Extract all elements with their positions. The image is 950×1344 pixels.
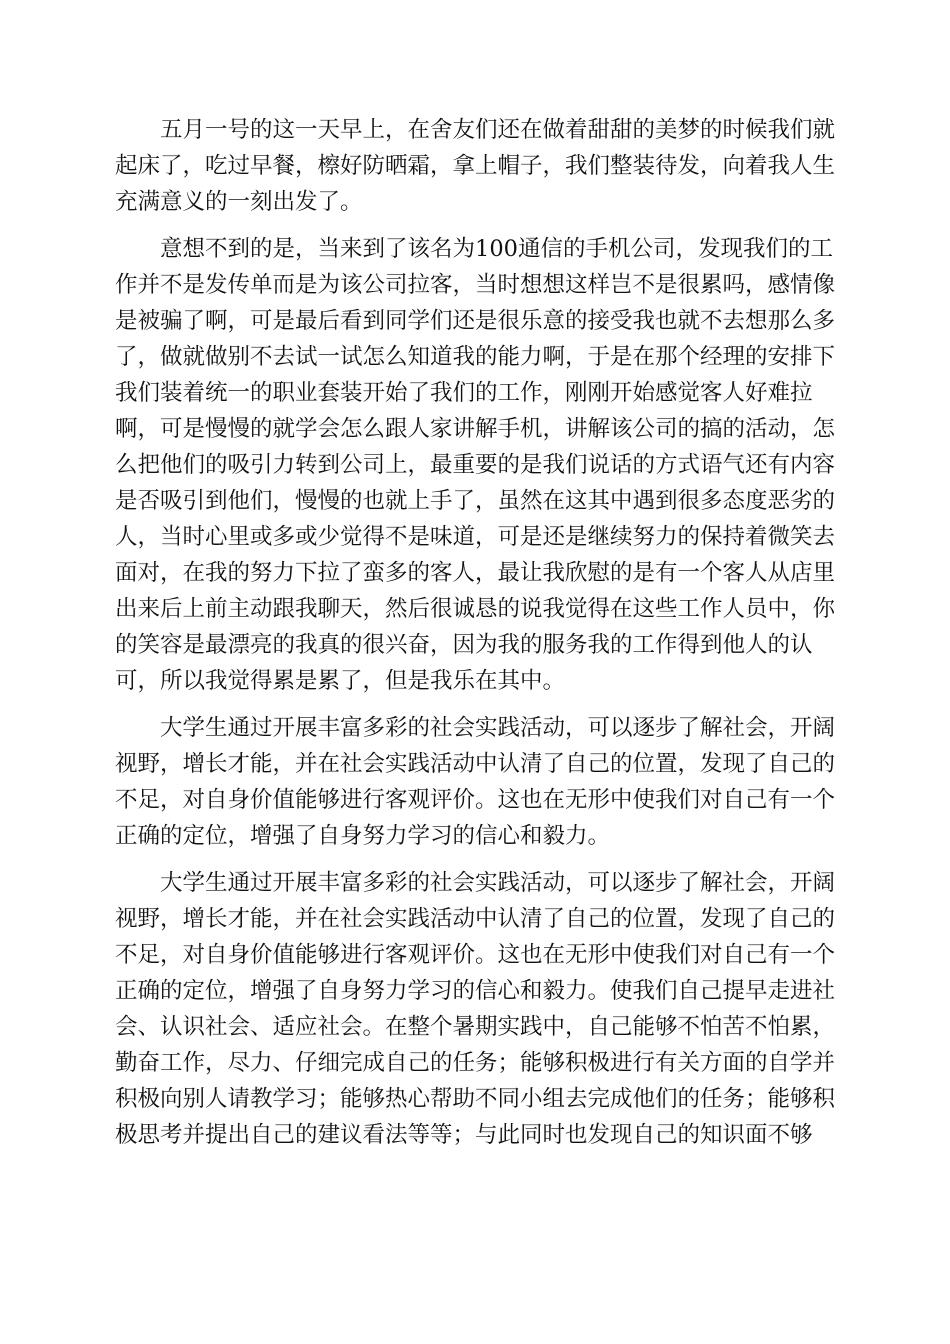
paragraph-4 (115, 865, 835, 1153)
text-line: 勤奋工作，尽力、仔细完成自己的任务；能够积极进行有关方面的自学并 (115, 1050, 835, 1076)
text-line: 大学生通过开展丰富多彩的社会实践活动，可以逐步了解社会，开阔 (160, 715, 835, 741)
text-line: 起床了，吃过早餐，檫好防晒霜，拿上帽子，我们整装待发，向着我人生 (115, 153, 835, 179)
text-line: 可，所以我觉得累是累了，但是我乐在其中。 (115, 668, 566, 694)
text-line: 极思考并提出自己的建议看法等等；与此同时也发现自己的知识面不够 (115, 1122, 813, 1148)
text-line: 正确的定位，增强了自身努力学习的信心和毅力。 (115, 823, 611, 849)
text-line: 作并不是发传单而是为该公司拉客，当时想想这样岂不是很累吗，感情像 (115, 272, 835, 298)
text-line: 视野，增长才能，并在社会实践活动中认清了自己的位置，发现了自己的 (115, 906, 835, 932)
text-line: 大学生通过开展丰富多彩的社会实践活动，可以逐步了解社会，开阔 (160, 870, 835, 896)
text-line: 不足，对自身价值能够进行客观评价。这也在无形中使我们对自己有一个 (115, 787, 835, 813)
text-line: 不足，对自身价值能够进行客观评价。这也在无形中使我们对自己有一个 (115, 942, 835, 968)
text-line: 我们装着统一的职业套装开始了我们的工作，刚刚开始感觉客人好难拉 (115, 380, 813, 406)
text-line: 出来后上前主动跟我聊天，然后很诚恳的说我觉得在这些工作人员中，你 (115, 596, 835, 622)
text-line: 正确的定位，增强了自身努力学习的信心和毅力。使我们自己提早走进社 (115, 978, 835, 1004)
paragraph-2 (115, 231, 835, 699)
text-line: 啊，可是慢慢的就学会怎么跟人家讲解手机，讲解该公司的搞的活动，怎 (115, 416, 835, 442)
text-line: 视野，增长才能，并在社会实践活动中认清了自己的位置，发现了自己的 (115, 751, 835, 777)
text-line: 意想不到的是，当来到了该名为100通信的手机公司，发现我们的工 (160, 236, 833, 262)
text-line: 人，当时心里或多或少觉得不是味道，可是还是继续努力的保持着微笑去 (115, 524, 835, 550)
text-line: 会、认识社会、适应社会。在整个暑期实践中，自己能够不怕苦不怕累， (115, 1014, 835, 1040)
text-line: 么把他们的吸引力转到公司上，最重要的是我们说话的方式语气还有内容 (115, 452, 835, 478)
document-page (115, 112, 835, 1164)
text-line: 五月一号的这一天早上，在舍友们还在做着甜甜的美梦的时候我们就 (160, 117, 835, 143)
text-line: 了，做就做别不去试一试怎么知道我的能力啊，于是在那个经理的安排下 (115, 344, 835, 370)
text-line: 面对，在我的努力下拉了蛮多的客人，最让我欣慰的是有一个客人从店里 (115, 560, 835, 586)
text-line: 是否吸引到他们，慢慢的也就上手了，虽然在这其中遇到很多态度恶劣的 (115, 488, 835, 514)
text-line: 的笑容是最漂亮的我真的很兴奋，因为我的服务我的工作得到他人的认 (115, 632, 813, 658)
text-line: 是被骗了啊，可是最后看到同学们还是很乐意的接受我也就不去想那么多 (115, 308, 835, 334)
text-line: 积极向别人请教学习；能够热心帮助不同小组去完成他们的任务；能够积 (115, 1086, 835, 1112)
paragraph-3 (115, 710, 835, 854)
text-line: 充满意义的一刻出发了。 (115, 189, 363, 215)
paragraph-1 (115, 112, 835, 220)
